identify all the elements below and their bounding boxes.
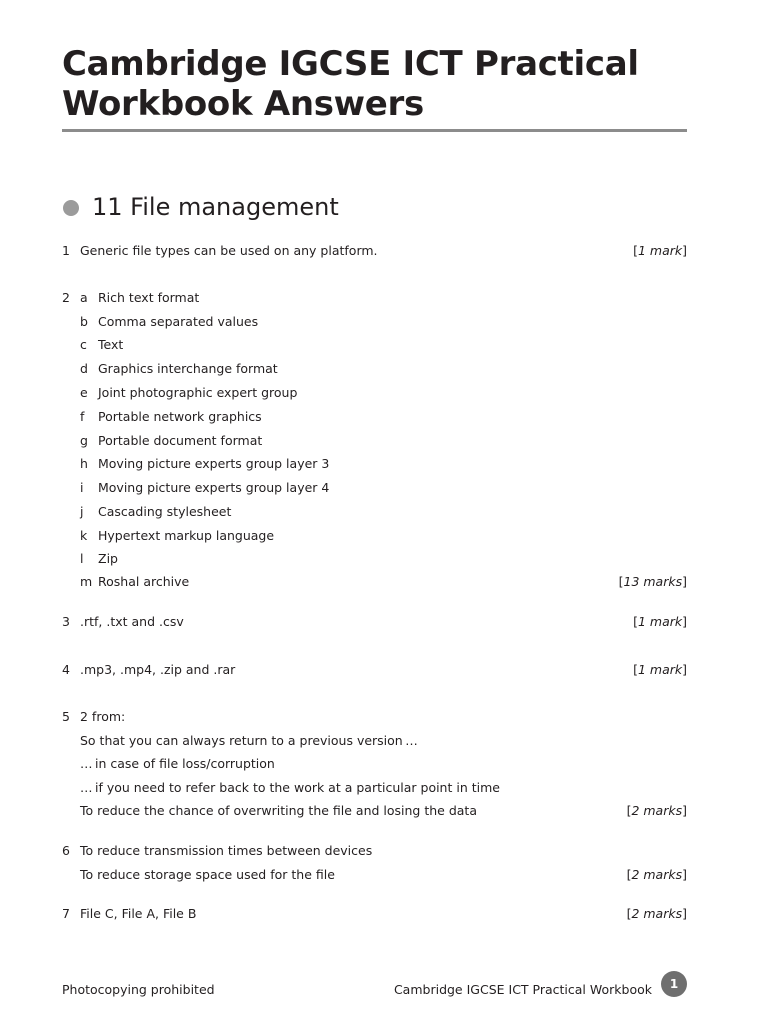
- answer-text: Generic file types can be used on any platform.: [80, 243, 378, 258]
- marks-label: [2 marks]: [626, 867, 687, 882]
- marks-label: [1 mark]: [633, 243, 687, 258]
- footer-copyright: Photocopying prohibited: [62, 982, 215, 997]
- answer-line: [62, 865, 687, 885]
- item-letter: m: [80, 574, 93, 589]
- footer-book-title: Cambridge IGCSE ICT Practical Workbook: [393, 982, 652, 997]
- answer-text: Portable document format: [98, 433, 263, 448]
- page-title: Cambridge IGCSE ICT Practical Workbook Answers: [62, 44, 639, 124]
- marks-value: 2 marks: [631, 803, 683, 818]
- answer-text: Zip: [98, 551, 118, 566]
- item-letter: b: [80, 314, 88, 329]
- marks-label: [13 marks]: [618, 574, 687, 589]
- answer-line: [62, 801, 687, 821]
- answer-line: [62, 707, 687, 727]
- answer-text: So that you can always return to a previous version …: [80, 733, 418, 748]
- answer-line: [62, 288, 687, 308]
- item-letter: i: [80, 480, 84, 495]
- answer-line: [62, 778, 687, 798]
- section-bullet-icon: [63, 200, 79, 216]
- answer-text: File C, File A, File B: [80, 906, 197, 921]
- marks-value: 1 mark: [637, 243, 683, 258]
- marks-label: [1 mark]: [633, 614, 687, 629]
- answer-text: Portable network graphics: [98, 409, 262, 424]
- item-letter: g: [80, 433, 88, 448]
- item-letter: k: [80, 528, 88, 543]
- question-number: 1: [62, 243, 70, 258]
- item-letter: l: [80, 551, 84, 566]
- answer-line: [62, 454, 687, 474]
- answer-text: To reduce the chance of overwriting the file and losing the data: [80, 803, 477, 818]
- answer-text: Graphics interchange format: [98, 361, 278, 376]
- answer-line: [62, 383, 687, 403]
- answer-text: Moving picture experts group layer 4: [98, 480, 330, 495]
- answer-line: [62, 312, 687, 332]
- item-letter: a: [80, 290, 88, 305]
- answer-line: [62, 478, 687, 498]
- answer-text: Hypertext markup language: [98, 528, 275, 543]
- answer-text: 2 from:: [80, 709, 126, 724]
- question-number: 4: [62, 662, 70, 677]
- answer-line: [62, 572, 687, 592]
- answer-line: [62, 904, 687, 924]
- answer-text: Comma separated values: [98, 314, 259, 329]
- item-letter: e: [80, 385, 88, 400]
- answer-text: Roshal archive: [98, 574, 190, 589]
- item-letter: j: [80, 504, 84, 519]
- question-number: 7: [62, 906, 70, 921]
- answer-line: [62, 431, 687, 451]
- answer-line: [62, 731, 687, 751]
- question-number: 2: [62, 290, 70, 305]
- answer-text: Cascading stylesheet: [98, 504, 232, 519]
- answer-line: [62, 549, 687, 569]
- answer-line: [62, 754, 687, 774]
- answer-line: [62, 841, 687, 861]
- page-number-badge: 1: [661, 971, 687, 997]
- marks-label: [2 marks]: [626, 906, 687, 921]
- marks-value: 1 mark: [637, 614, 683, 629]
- answer-text: To reduce storage space used for the file: [80, 867, 335, 882]
- answer-line: [62, 359, 687, 379]
- question-number: 5: [62, 709, 70, 724]
- answer-text: Text: [98, 337, 124, 352]
- item-letter: h: [80, 456, 88, 471]
- answer-text: .rtf, .txt and .csv: [80, 614, 184, 629]
- question-number: 3: [62, 614, 70, 629]
- answer-text: … if you need to refer back to the work at a particular point in time: [80, 780, 500, 795]
- marks-label: [2 marks]: [626, 803, 687, 818]
- answer-text: Moving picture experts group layer 3: [98, 456, 330, 471]
- section-title: 11 File management: [92, 193, 339, 221]
- answer-line: [62, 241, 687, 261]
- marks-value: 13 marks: [623, 574, 683, 589]
- marks-label: [1 mark]: [633, 662, 687, 677]
- item-letter: d: [80, 361, 88, 376]
- item-letter: f: [80, 409, 85, 424]
- answer-line: [62, 502, 687, 522]
- item-letter: c: [80, 337, 87, 352]
- answer-line: [62, 407, 687, 427]
- answer-text: .mp3, .mp4, .zip and .rar: [80, 662, 236, 677]
- marks-value: 2 marks: [631, 867, 683, 882]
- question-number: 6: [62, 843, 70, 858]
- marks-value: 1 mark: [637, 662, 683, 677]
- title-rule: [62, 129, 687, 132]
- answer-text: … in case of file loss/corruption: [80, 756, 275, 771]
- answer-line: [62, 526, 687, 546]
- marks-value: 2 marks: [631, 906, 683, 921]
- answer-text: To reduce transmission times between devices: [80, 843, 373, 858]
- answer-line: [62, 612, 687, 632]
- answer-line: [62, 335, 687, 355]
- answer-line: [62, 660, 687, 680]
- answer-text: Rich text format: [98, 290, 200, 305]
- answer-text: Joint photographic expert group: [98, 385, 298, 400]
